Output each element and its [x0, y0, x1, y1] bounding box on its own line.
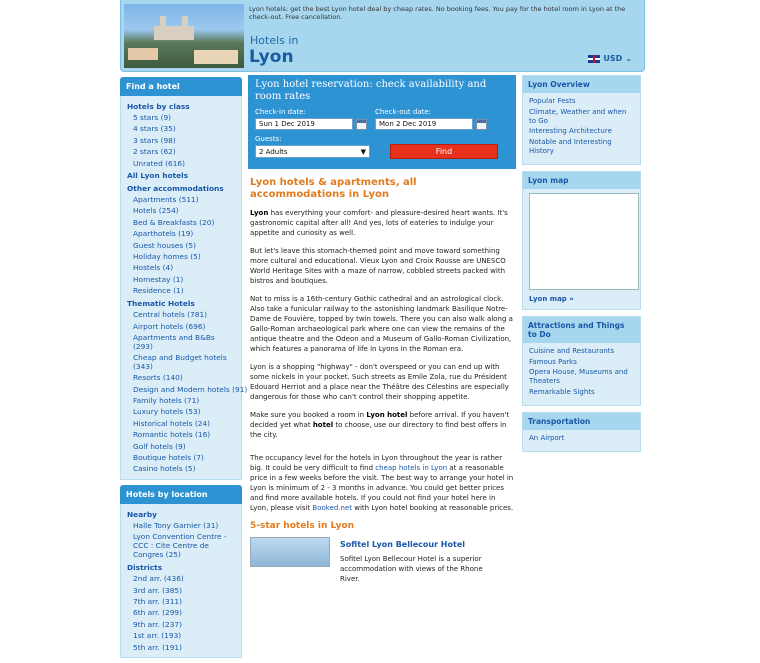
hotels-by-location-panel: [120, 504, 242, 658]
find-button[interactable]: Find: [390, 144, 498, 159]
sidebar-thematic-link[interactable]: Central hotels (781): [133, 310, 208, 320]
page-wrapper: [120, 0, 645, 652]
transport-title: Transportation: [523, 413, 640, 430]
find-hotel-panel: [120, 96, 248, 480]
thematic-hotels-list: [127, 309, 248, 474]
class-list: [127, 112, 236, 169]
currency-selector[interactable]: [588, 54, 632, 63]
sidebar-thematic-link[interactable]: Romantic hotels (16): [133, 430, 211, 440]
paragraph-text: Make sure you booked a room in: [250, 411, 367, 419]
right-sidebar: [522, 75, 641, 458]
cheap-hotels-link[interactable]: cheap hotels in Lyon: [375, 464, 448, 472]
header-hotels-in: Hotels in: [250, 34, 299, 47]
sidebar-district-link[interactable]: 2nd arr. (436): [133, 574, 184, 584]
article-paragraph-3: Not to miss is a 16th-century Gothic cathedral and an astrological clock. Also take a funicular railway to the astonishing landmark Basilique Notre-Dame de Fouvière, topped by twin towels. There you can also walk along a Gallo-Roman archaeological park where one can view the remains of the antique theatre and the Odeon and a Museum of Gallo-Roman Civilization, which features a panorama of life in Lyons in the Roman era.: [250, 295, 513, 353]
guests-value: 2 Adults: [259, 147, 288, 156]
sidebar-accommodation-link[interactable]: Apartments (511): [133, 194, 199, 204]
article-title: Lyon hotels & apartments, all accommodations in Lyon: [250, 177, 417, 200]
paragraph-text: with Lyon hotel booking at reasonable prices.: [352, 504, 514, 512]
transport-link[interactable]: An Airport: [529, 433, 565, 442]
header-city-title: Lyon: [249, 47, 294, 67]
sidebar-nearby-link[interactable]: Halle Tony Garnier (31): [133, 520, 219, 530]
sidebar-thematic-link[interactable]: Luxury hotels (53): [133, 407, 201, 417]
calendar-icon[interactable]: [476, 119, 487, 130]
transport-list: [523, 430, 640, 451]
site-header: [120, 0, 645, 72]
sidebar-thematic-link[interactable]: Casino hotels (5): [133, 464, 196, 474]
five-star-title: 5-star hotels in Lyon: [250, 521, 355, 531]
paragraph-text: at a reasonable price in a few weeks before the visit. The best way to arrange your hotel in Lyon is minimum of 2 - 3 months in advance. You could get better prices and find more available hotels. If you could not find your hotel here in Lyon, please visit: [250, 464, 514, 512]
sidebar-nearby-link[interactable]: Lyon Convention Centre - CCC : Cite Centre de Congres (25): [133, 532, 227, 560]
checkin-input[interactable]: Sun 1 Dec 2019: [255, 118, 353, 130]
hotels-by-class-link[interactable]: Hotels by class: [127, 102, 190, 111]
other-accommodations-link[interactable]: Other accommodations: [127, 183, 224, 193]
sidebar-district-link[interactable]: 3rd arr. (385): [133, 585, 183, 595]
sidebar-thematic-link[interactable]: Family hotels (71): [133, 396, 200, 406]
dropdown-arrow-icon: ▼: [360, 147, 366, 156]
sidebar-thematic-link[interactable]: Design and Modern hotels (91): [133, 384, 248, 394]
article: [248, 169, 516, 584]
uk-flag-icon: [588, 55, 600, 63]
sidebar-accommodation-link[interactable]: Guest houses (5): [133, 240, 197, 250]
nearby-heading: Nearby: [127, 509, 157, 519]
hotel-bold: hotel: [312, 421, 334, 429]
header-city-photo: [124, 4, 244, 68]
thematic-hotels-link[interactable]: Thematic Hotels: [127, 299, 195, 309]
sidebar-district-link[interactable]: 5th arr. (191): [133, 642, 183, 652]
lyon-map-link[interactable]: Lyon map »: [529, 294, 574, 303]
districts-heading: Districts: [127, 563, 163, 573]
paragraph-text: has everything your comfort- and pleasure-desired heart wants. It's gastronomic capital after all! And yes, lots of eateries to indulge your appetite and curiosity as well.: [250, 209, 508, 237]
districts-list: [127, 573, 236, 653]
guests-label: Guests:: [255, 135, 282, 143]
lyon-bold: Lyon: [250, 209, 269, 217]
other-accommodations-list: [127, 194, 236, 297]
attraction-link[interactable]: Remarkable Sights: [529, 387, 595, 396]
overview-title: Lyon Overview: [523, 76, 640, 93]
sidebar-class-link[interactable]: 3 stars (98): [133, 135, 176, 145]
sidebar-class-link[interactable]: 5 stars (9): [133, 113, 172, 122]
main-content: [248, 75, 516, 584]
sidebar-accommodation-link[interactable]: Hotels (254): [133, 206, 179, 216]
sidebar-thematic-link[interactable]: Golf hotels (9): [133, 441, 186, 451]
sidebar-class-link[interactable]: 4 stars (35): [133, 124, 176, 134]
sidebar-district-link[interactable]: 6th arr. (299): [133, 608, 183, 618]
header-tagline: Lyon hotels: get the best Lyon hotel deal by cheap rates. No booking fees. You pay for the hotel room in Lyon at the check-out. Free cancellation.: [249, 5, 626, 21]
attractions-panel: [522, 316, 641, 406]
attraction-link[interactable]: Famous Parks: [529, 357, 577, 366]
booking-form: [248, 75, 516, 169]
overview-link[interactable]: Notable and Interesting History: [529, 138, 612, 155]
paragraph-text: The occupancy level for the hotels in Lyon throughout the year is rather big. It could be very difficult to find: [250, 454, 503, 472]
sidebar-class-link[interactable]: Unrated (616): [133, 158, 186, 168]
sidebar-accommodation-link[interactable]: Aparthotels (19): [133, 229, 194, 239]
map-title: Lyon map: [523, 172, 640, 189]
article-paragraph-2: But let's leave this stomach-themed point and move toward something more cultural and educational. Vieux Lyon and Croix Rousse are UNESCO World Heritage Sites with a maze of narrow, cobbled streets packed with bistros and boutiques.: [250, 247, 506, 285]
hotel-card: [250, 537, 514, 584]
sidebar-thematic-link[interactable]: Historical hotels (24): [133, 418, 211, 428]
booking-title: Lyon hotel reservation: check availability and room rates: [255, 79, 487, 102]
currency-value: USD: [603, 54, 623, 63]
checkout-label: Check-out date:: [375, 108, 432, 116]
overview-link[interactable]: Popular Fests: [529, 97, 576, 105]
chevron-down-icon: ⌄: [625, 54, 632, 63]
attractions-list: [523, 343, 640, 405]
sidebar-district-link[interactable]: 1st arr. (193): [133, 631, 182, 641]
article-paragraph-1: [250, 208, 514, 238]
sidebar-thematic-link[interactable]: Apartments and B&Bs (293): [133, 333, 215, 352]
overview-link[interactable]: Climate, Weather and when to Go: [529, 107, 627, 125]
map-panel: [522, 171, 641, 310]
sidebar-class-link[interactable]: 2 stars (62): [133, 147, 176, 157]
paragraph-text: before arrival. If you haven't decided yet what: [250, 411, 510, 429]
left-sidebar: [120, 77, 248, 663]
hotel-photo[interactable]: [250, 537, 330, 567]
sidebar-district-link[interactable]: 7th arr. (311): [133, 596, 183, 606]
attraction-link[interactable]: Opera House, Museums and Theaters: [529, 368, 628, 386]
article-paragraph-6: [250, 453, 514, 513]
guests-select[interactable]: [255, 145, 370, 158]
sidebar-accommodation-link[interactable]: Bed & Breakfasts (20): [133, 217, 215, 227]
nearby-list: [127, 520, 236, 560]
overview-panel: [522, 75, 641, 165]
sidebar-thematic-link[interactable]: Cheap and Budget hotels (343): [133, 353, 227, 372]
overview-link[interactable]: Interesting Architecture: [529, 127, 612, 136]
calendar-icon[interactable]: [356, 119, 367, 130]
sidebar-district-link[interactable]: 9th arr. (237): [133, 619, 183, 629]
all-lyon-hotels-link[interactable]: All Lyon hotels: [127, 170, 189, 180]
hotel-description: Sofitel Lyon Bellecour Hotel is a superior accommodation with views of the Rhone River.: [340, 555, 483, 583]
attractions-title: Attractions and Things to Do: [523, 317, 640, 343]
checkout-input[interactable]: Mon 2 Dec 2019: [375, 118, 473, 130]
lyon-map[interactable]: [529, 193, 639, 290]
lyon-hotel-bold: Lyon hotel: [366, 411, 408, 419]
transport-panel: [522, 412, 641, 452]
checkin-label: Check-in date:: [255, 108, 306, 116]
sidebar-thematic-link[interactable]: Airport hotels (696): [133, 321, 206, 331]
article-paragraph-4: Lyon is a shopping "highway" - don't overspeed or you can end up with some nickels in your pocket. Such streets as Emile Zola, rue du Président Edouard Herriot and a place near the Théâtre des Célestins are especially dangerous for those who can't control their shopping appetite.: [250, 363, 509, 401]
hotel-name-link[interactable]: Sofitel Lyon Bellecour Hotel: [340, 540, 465, 549]
sidebar-accommodation-link[interactable]: Hostels (4): [133, 263, 174, 273]
paragraph-text: to choose, use our directory to find best offers in the city.: [250, 421, 507, 439]
booked-net-link[interactable]: Booked.net: [312, 504, 353, 512]
sidebar-accommodation-link[interactable]: Homestay (1): [133, 274, 184, 284]
overview-list: [523, 93, 640, 164]
sidebar-accommodation-link[interactable]: Holiday homes (5): [133, 251, 201, 261]
hotels-by-location-title: Hotels by location: [120, 485, 242, 504]
article-paragraph-5: [250, 410, 514, 440]
sidebar-accommodation-link[interactable]: Residence (1): [133, 286, 184, 296]
attraction-link[interactable]: Cuisine and Restaurants: [529, 346, 615, 355]
sidebar-thematic-link[interactable]: Boutique hotels (7): [133, 452, 204, 462]
find-hotel-title: Find a hotel: [120, 77, 242, 96]
sidebar-thematic-link[interactable]: Resorts (140): [133, 373, 183, 383]
